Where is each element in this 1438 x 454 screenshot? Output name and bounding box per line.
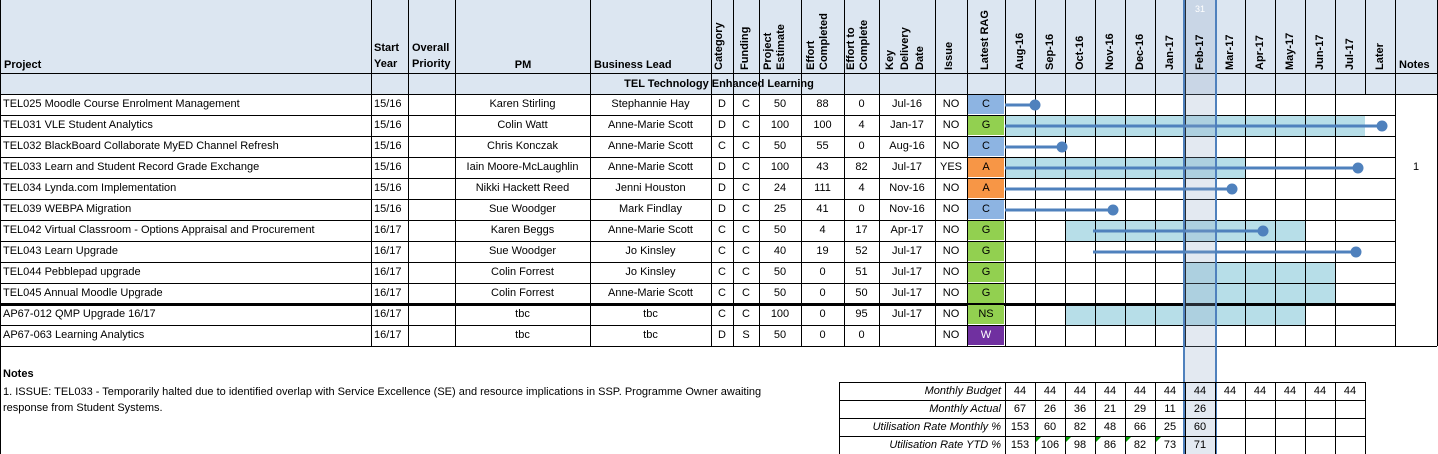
row-pm[interactable]: Colin Watt — [497, 119, 548, 131]
note-line-1: 1. ISSUE: TEL033 - Temporarily halted due to identified overlap with Service Excellence (SE) and resource implications in SSP. Programme Owner awaiting — [3, 386, 762, 398]
budget-value[interactable]: 44 — [1283, 385, 1297, 397]
row-funding[interactable]: C — [742, 224, 750, 236]
budget-value[interactable]: 44 — [1193, 385, 1207, 397]
budget-value[interactable]: 60 — [1193, 421, 1207, 433]
row-effort-completed[interactable]: 0 — [819, 287, 826, 299]
row-rag-status[interactable]: G — [968, 263, 1004, 282]
header-priority-2[interactable]: Priority — [412, 58, 451, 70]
row-pm[interactable]: Colin Forrest — [491, 287, 554, 299]
row-funding[interactable]: C — [742, 203, 750, 215]
budget-value[interactable]: 36 — [1073, 403, 1087, 415]
row-issue[interactable]: NO — [942, 224, 960, 236]
row-delivery-date[interactable]: Jul-17 — [892, 266, 922, 278]
budget-value[interactable]: 44 — [1073, 385, 1087, 397]
row-rag-status[interactable]: C — [968, 200, 1004, 219]
header-month-jan-17[interactable]: Jan-17 — [1164, 35, 1176, 70]
header-month-may-17[interactable]: May-17 — [1284, 32, 1296, 70]
row-business-lead[interactable]: Anne-Marie Scott — [608, 119, 693, 131]
row-estimate[interactable]: 50 — [773, 224, 787, 236]
row-category[interactable]: C — [718, 266, 726, 278]
header-project-estimate-2[interactable]: Estimate — [775, 24, 787, 70]
header-key-date-1[interactable]: Key — [884, 49, 896, 70]
row-category[interactable]: C — [718, 140, 726, 152]
progress-end-dot — [1030, 100, 1041, 111]
row-business-lead[interactable]: Mark Findlay — [619, 203, 682, 215]
row-funding[interactable]: C — [742, 140, 750, 152]
row-project[interactable]: TEL044 Pebblepad upgrade — [3, 266, 141, 278]
row-estimate[interactable]: 50 — [773, 140, 787, 152]
header-month-dec-16[interactable]: Dec-16 — [1134, 33, 1146, 70]
row-project[interactable]: TEL042 Virtual Classroom - Options Appraisal and Procurement — [3, 224, 315, 236]
header-month-feb-17[interactable]: Feb-17 — [1194, 34, 1206, 70]
row-funding[interactable]: C — [742, 308, 750, 320]
row-estimate[interactable]: 25 — [773, 203, 787, 215]
row-note[interactable]: 1 — [1412, 161, 1420, 173]
row-delivery-date[interactable]: Jul-16 — [892, 98, 922, 110]
budget-value[interactable]: 26 — [1193, 403, 1207, 415]
row-effort-completed[interactable]: 41 — [816, 203, 829, 215]
row-effort-completed[interactable]: 4 — [819, 224, 826, 236]
row-project[interactable]: TEL043 Learn Upgrade — [3, 245, 118, 257]
header-month-oct-16[interactable]: Oct-16 — [1074, 35, 1086, 70]
row-rag-status[interactable]: G — [968, 221, 1004, 240]
header-month-nov-16[interactable]: Nov-16 — [1104, 33, 1116, 70]
row-issue[interactable]: NO — [942, 203, 960, 215]
row-business-lead[interactable]: Jenni Houston — [615, 182, 686, 194]
row-pm[interactable]: Iain Moore-McLaughlin — [466, 161, 579, 173]
row-start-year[interactable]: 16/17 — [374, 224, 402, 236]
budget-value[interactable]: 86 — [1103, 439, 1117, 451]
row-category[interactable]: C — [718, 308, 726, 320]
budget-value[interactable]: 44 — [1163, 385, 1177, 397]
header-effort-to-complete-2[interactable]: Complete — [858, 19, 870, 70]
row-category[interactable]: C — [718, 245, 726, 257]
row-issue[interactable]: NO — [942, 119, 960, 131]
budget-value[interactable]: 44 — [1313, 385, 1327, 397]
row-pm[interactable]: tbc — [515, 308, 530, 320]
row-rag-status[interactable]: W — [968, 326, 1004, 345]
row-funding[interactable]: C — [742, 161, 750, 173]
budget-value[interactable]: 44 — [1133, 385, 1147, 397]
row-rag-status[interactable]: A — [968, 158, 1004, 177]
progress-end-dot — [1353, 163, 1364, 174]
row-effort-to-complete[interactable]: 0 — [858, 329, 865, 341]
row-start-year[interactable]: 16/17 — [374, 287, 402, 299]
row-estimate[interactable]: 50 — [773, 98, 787, 110]
row-category[interactable]: D — [718, 98, 726, 110]
budget-value[interactable]: 26 — [1043, 403, 1057, 415]
row-delivery-date[interactable]: Jan-17 — [890, 119, 924, 131]
budget-value[interactable]: 71 — [1193, 439, 1207, 451]
row-effort-completed[interactable]: 0 — [819, 266, 826, 278]
row-funding[interactable]: S — [742, 329, 750, 341]
budget-label: Utilisation Rate YTD % — [889, 439, 1001, 451]
row-delivery-date[interactable]: Apr-17 — [890, 224, 924, 236]
row-delivery-date[interactable]: Jul-17 — [892, 161, 922, 173]
row-issue[interactable]: NO — [942, 266, 960, 278]
header-issue[interactable]: Issue — [943, 41, 955, 70]
budget-value[interactable]: 153 — [1010, 421, 1030, 433]
row-start-year[interactable]: 16/17 — [374, 266, 402, 278]
row-pm[interactable]: Sue Woodger — [488, 203, 557, 215]
notes-title: Notes — [3, 368, 34, 380]
header-month-sep-16[interactable]: Sep-16 — [1044, 33, 1056, 70]
row-start-year[interactable]: 15/16 — [374, 119, 402, 131]
row-start-year[interactable]: 15/16 — [374, 203, 402, 215]
row-effort-to-complete[interactable]: 50 — [855, 287, 868, 299]
header-priority-1[interactable]: Overall — [412, 42, 450, 54]
row-start-year[interactable]: 15/16 — [374, 182, 402, 194]
row-issue[interactable]: NO — [942, 182, 960, 194]
budget-value[interactable]: 44 — [1103, 385, 1117, 397]
row-business-lead[interactable]: Jo Kinsley — [625, 266, 676, 278]
row-effort-completed[interactable]: 19 — [816, 245, 829, 257]
row-rag-status[interactable]: G — [968, 242, 1004, 261]
budget-value[interactable]: 66 — [1133, 421, 1147, 433]
progress-end-dot — [1351, 247, 1362, 258]
budget-value[interactable]: 21 — [1103, 403, 1117, 415]
row-business-lead[interactable]: Anne-Marie Scott — [608, 161, 693, 173]
row-project[interactable]: TEL031 VLE Student Analytics — [3, 119, 153, 131]
row-effort-to-complete[interactable]: 0 — [858, 140, 865, 152]
budget-value[interactable]: 82 — [1133, 439, 1147, 451]
row-business-lead[interactable]: tbc — [643, 329, 658, 341]
section-title[interactable]: TEL Technology Enhanced Learning — [624, 78, 814, 90]
budget-value[interactable]: 11 — [1164, 403, 1176, 415]
row-delivery-date[interactable]: Aug-16 — [889, 140, 925, 152]
row-effort-to-complete[interactable]: 52 — [855, 245, 868, 257]
progress-end-dot — [1377, 121, 1388, 132]
budget-label: Monthly Actual — [929, 403, 1001, 415]
budget-value[interactable]: 82 — [1073, 421, 1087, 433]
row-estimate[interactable]: 50 — [773, 266, 787, 278]
row-funding[interactable]: C — [742, 245, 750, 257]
row-project[interactable]: AP67-012 QMP Upgrade 16/17 — [3, 308, 156, 320]
budget-value[interactable]: 60 — [1043, 421, 1057, 433]
header-start-year-2[interactable]: Year — [374, 58, 398, 70]
row-pm[interactable]: Karen Stirling — [489, 98, 556, 110]
row-category[interactable]: C — [718, 287, 726, 299]
header-project-estimate-1[interactable]: Project — [762, 32, 774, 70]
header-notes[interactable]: Notes — [1399, 59, 1430, 71]
header-key-date-2[interactable]: Delivery — [899, 27, 911, 70]
budget-label: Monthly Budget — [924, 385, 1001, 397]
note-line-2: response from Student Systems. — [3, 402, 163, 414]
row-funding[interactable]: C — [742, 287, 750, 299]
row-rag-status[interactable]: G — [968, 116, 1004, 135]
row-funding[interactable]: C — [742, 119, 750, 131]
header-pm[interactable]: PM — [514, 59, 532, 71]
budget-value[interactable]: 44 — [1343, 385, 1357, 397]
row-effort-to-complete[interactable]: 82 — [855, 161, 868, 173]
header-month-jul-17[interactable]: Jul-17 — [1344, 38, 1356, 70]
current-date-marker-label: 31 — [1195, 4, 1206, 14]
header-effort-to-complete-1[interactable]: Effort to — [845, 27, 857, 70]
row-delivery-date[interactable]: Nov-16 — [889, 203, 925, 215]
row-effort-to-complete[interactable]: 51 — [855, 266, 868, 278]
header-start-year-1[interactable]: Start — [374, 42, 400, 54]
row-effort-to-complete[interactable]: 0 — [858, 203, 865, 215]
header-month-aug-16[interactable]: Aug-16 — [1014, 32, 1026, 70]
budget-label: Utilisation Rate Monthly % — [872, 421, 1001, 433]
row-business-lead[interactable]: Anne-Marie Scott — [608, 287, 693, 299]
header-month-jun-17[interactable]: Jun-17 — [1314, 34, 1326, 70]
budget-value[interactable]: 73 — [1163, 439, 1177, 451]
budget-value[interactable]: 44 — [1223, 385, 1237, 397]
row-category[interactable]: D — [718, 182, 726, 194]
row-effort-to-complete[interactable]: 4 — [858, 182, 865, 194]
progress-end-dot — [1108, 205, 1119, 216]
row-issue[interactable]: NO — [942, 287, 960, 299]
row-issue[interactable]: NO — [942, 245, 960, 257]
budget-value[interactable]: 67 — [1013, 403, 1027, 415]
row-issue[interactable]: NO — [942, 140, 960, 152]
row-delivery-date[interactable]: Jul-17 — [892, 287, 922, 299]
progress-end-dot — [1227, 184, 1238, 195]
row-delivery-date[interactable]: Jul-17 — [892, 308, 922, 320]
row-effort-completed[interactable]: 0 — [819, 308, 826, 320]
row-issue[interactable]: NO — [942, 308, 960, 320]
row-effort-to-complete[interactable]: 17 — [855, 224, 868, 236]
row-delivery-date[interactable]: Nov-16 — [889, 182, 925, 194]
budget-value[interactable]: 48 — [1103, 421, 1117, 433]
row-effort-completed[interactable]: 100 — [813, 119, 832, 131]
row-effort-to-complete[interactable]: 95 — [855, 308, 868, 320]
row-issue[interactable]: NO — [942, 329, 960, 341]
row-effort-to-complete[interactable]: 4 — [858, 119, 865, 131]
row-effort-completed[interactable]: 111 — [814, 182, 831, 194]
header-category[interactable]: Category — [713, 22, 725, 70]
row-start-year[interactable]: 15/16 — [374, 161, 402, 173]
row-estimate[interactable]: 100 — [770, 161, 790, 173]
budget-value[interactable]: 44 — [1043, 385, 1057, 397]
header-business-lead[interactable]: Business Lead — [594, 59, 672, 71]
budget-value[interactable]: 44 — [1253, 385, 1267, 397]
header-month-apr-17[interactable]: Apr-17 — [1254, 35, 1266, 70]
row-pm[interactable]: tbc — [515, 329, 530, 341]
row-estimate[interactable]: 50 — [773, 287, 787, 299]
row-effort-to-complete[interactable]: 0 — [858, 98, 865, 110]
row-funding[interactable]: C — [742, 182, 750, 194]
row-category[interactable]: D — [718, 329, 726, 341]
row-issue[interactable]: NO — [942, 98, 960, 110]
row-estimate[interactable]: 50 — [773, 329, 787, 341]
row-effort-completed[interactable]: 0 — [819, 329, 826, 341]
row-funding[interactable]: C — [742, 266, 750, 278]
budget-value[interactable]: 44 — [1013, 385, 1027, 397]
header-project[interactable]: Project — [4, 59, 42, 71]
row-rag-status[interactable]: C — [968, 95, 1004, 114]
row-pm[interactable]: Sue Woodger — [488, 245, 557, 257]
row-pm[interactable]: Nikki Hackett Reed — [475, 182, 570, 194]
row-rag-status[interactable]: NS — [968, 305, 1004, 324]
row-rag-status[interactable]: C — [968, 137, 1004, 156]
budget-value[interactable]: 98 — [1073, 439, 1087, 451]
row-estimate[interactable]: 40 — [773, 245, 787, 257]
row-effort-completed[interactable]: 43 — [816, 161, 829, 173]
budget-value[interactable]: 153 — [1010, 439, 1030, 451]
row-project[interactable]: TEL033 Learn and Student Record Grade Exchange — [3, 161, 260, 173]
header-effort-completed-2[interactable]: Completed — [818, 13, 830, 70]
row-start-year[interactable]: 15/16 — [374, 140, 402, 152]
row-category[interactable]: C — [718, 224, 726, 236]
header-month-mar-17[interactable]: Mar-17 — [1224, 34, 1236, 70]
budget-value[interactable]: 25 — [1163, 421, 1177, 433]
header-month-later[interactable]: Later — [1374, 43, 1386, 70]
row-pm[interactable]: Chris Konczak — [487, 140, 558, 152]
row-rag-status[interactable]: A — [968, 179, 1004, 198]
row-estimate[interactable]: 100 — [770, 119, 790, 131]
row-business-lead[interactable]: Jo Kinsley — [625, 245, 676, 257]
row-funding[interactable]: C — [742, 98, 750, 110]
row-start-year[interactable]: 16/17 — [374, 245, 402, 257]
row-pm[interactable]: Colin Forrest — [491, 266, 554, 278]
row-category[interactable]: D — [718, 203, 726, 215]
row-project[interactable]: TEL039 WEBPA Migration — [3, 203, 132, 215]
row-estimate[interactable]: 24 — [773, 182, 787, 194]
row-project[interactable]: TEL025 Moodle Course Enrolment Management — [3, 98, 240, 110]
row-project[interactable]: TEL034 Lynda.com Implementation — [3, 182, 177, 194]
row-business-lead[interactable]: Stephannie Hay — [611, 98, 690, 110]
row-category[interactable]: D — [718, 119, 726, 131]
budget-value[interactable]: 29 — [1133, 403, 1147, 415]
row-start-year[interactable]: 16/17 — [374, 329, 402, 341]
row-business-lead[interactable]: tbc — [643, 308, 658, 320]
row-business-lead[interactable]: Anne-Marie Scott — [608, 140, 693, 152]
row-project[interactable]: TEL045 Annual Moodle Upgrade — [3, 287, 163, 299]
header-latest-rag[interactable]: Latest RAG — [979, 10, 991, 70]
row-estimate[interactable]: 100 — [770, 308, 790, 320]
row-category[interactable]: D — [718, 161, 726, 173]
row-project[interactable]: TEL032 BlackBoard Collaborate MyED Channel Refresh — [3, 140, 279, 152]
row-project[interactable]: AP67-063 Learning Analytics — [3, 329, 145, 341]
progress-end-dot — [1258, 226, 1269, 237]
row-rag-status[interactable]: G — [968, 284, 1004, 303]
row-start-year[interactable]: 16/17 — [374, 308, 402, 320]
progress-end-dot — [1057, 142, 1068, 153]
header-effort-completed-1[interactable]: Effort — [805, 40, 817, 70]
row-issue[interactable]: YES — [939, 161, 962, 173]
row-pm[interactable]: Karen Beggs — [490, 224, 555, 236]
budget-value[interactable]: 106 — [1040, 439, 1060, 451]
row-effort-completed[interactable]: 55 — [816, 140, 829, 152]
row-business-lead[interactable]: Anne-Marie Scott — [608, 224, 693, 236]
header-funding[interactable]: Funding — [739, 26, 751, 70]
row-effort-completed[interactable]: 88 — [816, 98, 829, 110]
row-start-year[interactable]: 15/16 — [374, 98, 402, 110]
header-key-date-3[interactable]: Date — [914, 46, 926, 70]
row-delivery-date[interactable]: Jul-17 — [892, 245, 922, 257]
